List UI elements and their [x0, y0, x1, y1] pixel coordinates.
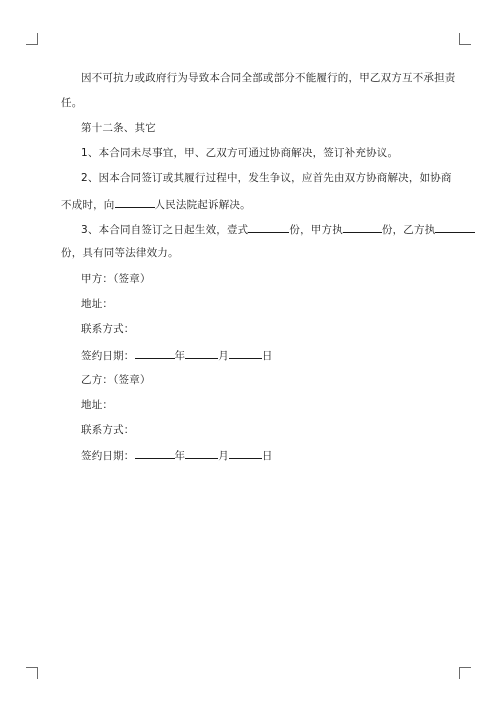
party-a-month-label: 月 [218, 350, 229, 362]
crop-mark-bottom-left [26, 667, 38, 679]
copies-party-b-blank [435, 221, 475, 233]
party-b-label: 乙方：（签章） [81, 374, 151, 386]
party-b-contact-label: 联系方式： [81, 424, 135, 436]
party-a-year-blank [135, 347, 175, 359]
copies-party-a-blank [343, 221, 382, 233]
clause-3-text-a: 3、本合同自签订之日起生效，壹式 [81, 224, 249, 236]
clause-2-text-b: 人民法院起诉解决。 [154, 199, 251, 211]
party-a-date-label: 签约日期： [81, 350, 135, 362]
paragraph-force-majeure-line1: 因不可抗力或政府行为导致本合同全部或部分不能履行的，甲乙双方互不承担责 [81, 72, 456, 84]
clause-3-line2: 份，具有同等法律效力。 [61, 247, 179, 259]
party-a-day-blank [229, 347, 262, 359]
court-name-blank [115, 196, 155, 208]
party-b-year-blank [135, 447, 175, 459]
party-b-year-label: 年 [174, 450, 186, 462]
party-b-month-label: 月 [218, 450, 229, 462]
clause-3-text-b: 份，甲方执 [289, 224, 343, 236]
clause-2-line1: 2、因本合同签订或其履行过程中，发生争议，应首先由双方协商解决，如协商 [81, 172, 452, 184]
party-b-signing-date [81, 447, 273, 463]
clause-3-text-c: 份，乙方执 [381, 224, 436, 236]
clause-1: 1、本合同未尽事宜，甲、乙双方可通过协商解决，签订补充协议。 [81, 147, 399, 159]
party-a-month-blank [185, 347, 218, 359]
party-b-month-blank [185, 447, 218, 459]
clause-3-line1 [81, 221, 475, 237]
article-12-heading: 第十二条、其它 [81, 122, 156, 134]
crop-mark-bottom-right [459, 667, 471, 679]
party-b-day-label: 日 [261, 450, 273, 462]
party-b-day-blank [229, 447, 262, 459]
party-b-date-label: 签约日期： [81, 450, 135, 462]
party-a-label: 甲方：（签章） [81, 273, 151, 285]
party-a-contact-label: 联系方式： [81, 323, 135, 335]
party-a-signing-date [81, 347, 273, 363]
party-b-address-label: 地址： [81, 399, 114, 411]
paragraph-force-majeure-line2: 任。 [61, 97, 83, 109]
clause-2-text-a: 不成时，向 [61, 199, 115, 211]
clause-2-line2 [61, 196, 251, 212]
crop-mark-top-right [459, 33, 471, 45]
crop-mark-top-left [26, 33, 38, 45]
party-a-address-label: 地址： [81, 298, 114, 310]
party-a-day-label: 日 [261, 350, 273, 362]
party-a-year-label: 年 [174, 350, 186, 362]
copies-total-blank [248, 221, 289, 233]
